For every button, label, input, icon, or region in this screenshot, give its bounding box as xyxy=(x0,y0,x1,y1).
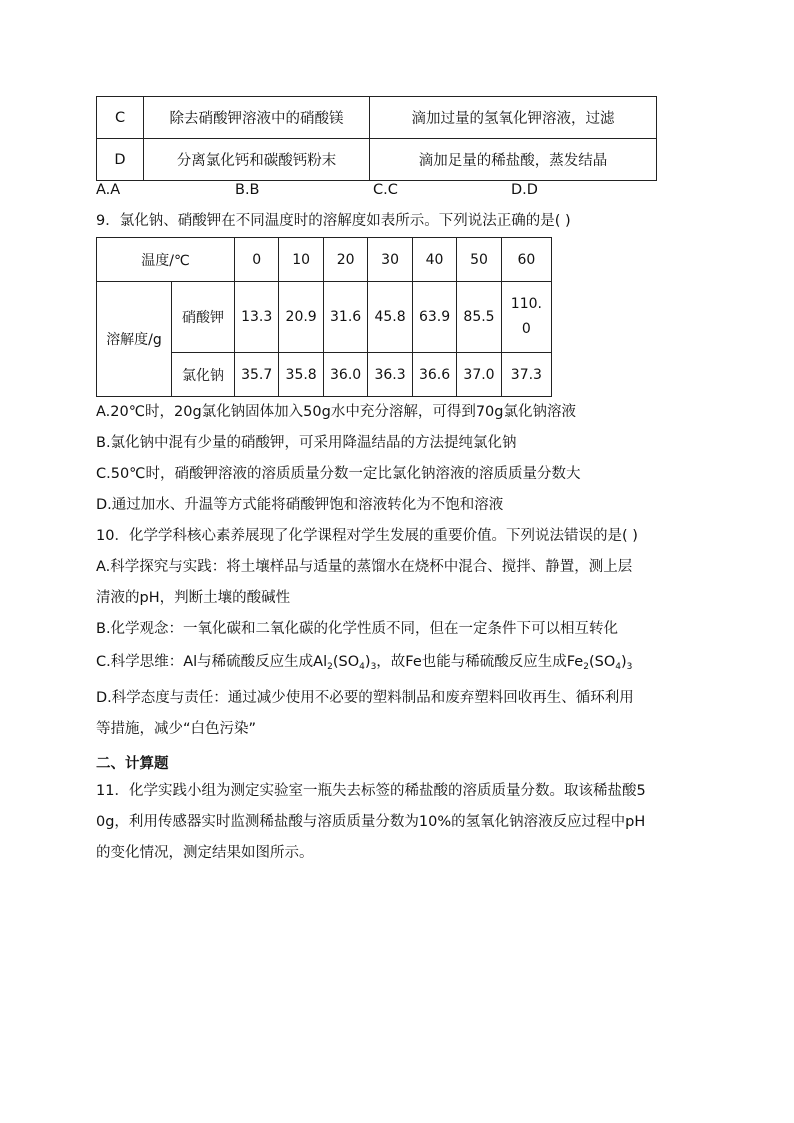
temp-cell: 30 xyxy=(368,238,412,282)
option-c[interactable]: C.C xyxy=(373,182,398,198)
q9-option-a[interactable]: A.20℃时，20g氯化钠固体加入50g水中充分溶解，可得到70g氯化钠溶液 xyxy=(96,404,576,420)
table-row xyxy=(97,97,657,139)
q10-option-a-line1[interactable]: A.科学探究与实践：将土壤样品与适量的蒸馏水在烧杯中混合、搅拌、静置，测上层 xyxy=(96,559,633,575)
q10-option-b[interactable]: B.化学观念：一氧化碳和二氧化碳的化学性质不同，但在一定条件下可以相互转化 xyxy=(96,621,619,637)
q11-line2: 0g，利用传感器实时监测稀盐酸与溶质质量分数为10%的氢氧化钠溶液反应过程中pH xyxy=(96,814,646,830)
row-label: D xyxy=(97,139,144,181)
temperature-header: 温度/℃ xyxy=(97,238,235,282)
q10-option-d-line1[interactable]: D.科学态度与责任：通过减少使用不必要的塑料制品和废弃塑料回收再生、循环利用 xyxy=(96,690,634,706)
option-c-text: C.科学思维：Al与稀硫酸反应生成Al xyxy=(96,654,328,670)
q8-answer-options xyxy=(96,182,656,202)
experiment-purpose: 分离氯化钙和碳酸钙粉末 xyxy=(144,139,370,181)
q9-option-b[interactable]: B.氯化钠中混有少量的硝酸钾，可采用降温结晶的方法提纯氯化钠 xyxy=(96,435,517,451)
q11-line1: 11．化学实践小组为测定实验室一瓶失去标签的稀盐酸的溶质质量分数。取该稀盐酸5 xyxy=(96,783,646,799)
q10-option-d-line2: 等措施，减少“白色污染” xyxy=(96,721,257,737)
solubility-group-label: 溶解度/g xyxy=(97,282,172,397)
value-cell: 35.7 xyxy=(234,353,278,397)
temp-cell: 40 xyxy=(412,238,456,282)
q8-options-table xyxy=(96,96,657,181)
q10-stem: 10．化学学科核心素养展现了化学课程对学生发展的重要价值。下列说法错误的是( ) xyxy=(96,528,638,544)
section-title: 二、计算题 xyxy=(96,756,169,772)
table-row xyxy=(97,282,552,353)
option-c-text: ，故Fe也能与稀硫酸反应生成Fe xyxy=(376,654,584,670)
value-cell-wrapped xyxy=(501,282,551,353)
temp-cell: 10 xyxy=(279,238,323,282)
substance-name: 氯化钠 xyxy=(172,353,235,397)
experiment-method: 滴加过量的氢氧化钾溶液，过滤 xyxy=(370,97,657,139)
temp-cell: 50 xyxy=(457,238,501,282)
table-header-row xyxy=(97,238,552,282)
row-label: C xyxy=(97,97,144,139)
value-cell: 37.0 xyxy=(457,353,501,397)
temp-cell: 60 xyxy=(501,238,551,282)
q9-option-d[interactable]: D.通过加水、升温等方式能将硝酸钾饱和溶液转化为不饱和溶液 xyxy=(96,497,504,513)
value-cell: 45.8 xyxy=(368,282,412,353)
value-cell: 13.3 xyxy=(234,282,278,353)
option-a[interactable]: A.A xyxy=(96,182,121,198)
q9-stem: 9．氯化钠、硝酸钾在不同温度时的溶解度如表所示。下列说法正确的是( ) xyxy=(96,213,571,229)
q11-line3: 的变化情况，测定结果如图所示。 xyxy=(96,845,314,861)
substance-name: 硝酸钾 xyxy=(172,282,235,353)
q10-option-a-line2: 清液的pH，判断土壤的酸碱性 xyxy=(96,590,291,606)
value-cell: 36.3 xyxy=(368,353,412,397)
value-part: 0 xyxy=(521,321,531,337)
value-cell: 20.9 xyxy=(279,282,323,353)
temp-cell: 0 xyxy=(234,238,278,282)
temp-cell: 20 xyxy=(323,238,367,282)
value-cell: 31.6 xyxy=(323,282,367,353)
option-b[interactable]: B.B xyxy=(235,182,260,198)
value-cell: 36.6 xyxy=(412,353,456,397)
value-cell: 36.0 xyxy=(323,353,367,397)
option-d[interactable]: D.D xyxy=(511,182,538,198)
table-row xyxy=(97,139,657,181)
experiment-method: 滴加足量的稀盐酸，蒸发结晶 xyxy=(370,139,657,181)
solubility-table xyxy=(96,237,552,397)
value-cell: 35.8 xyxy=(279,353,323,397)
value-cell: 85.5 xyxy=(457,282,501,353)
experiment-purpose: 除去硝酸钾溶液中的硝酸镁 xyxy=(144,97,370,139)
q10-option-c[interactable]: C.科学思维：Al与稀硫酸反应生成$Al_2(SO_4)_3$，故Fe也能与稀硫酸反应生成$Fe_2(SO_4)_3$ xyxy=(96,654,633,672)
q9-option-c[interactable]: C.50℃时，硝酸钾溶液的溶质质量分数一定比氯化钠溶液的溶质质量分数大 xyxy=(96,466,581,482)
value-cell: 63.9 xyxy=(412,282,456,353)
value-part: 110. xyxy=(510,296,542,312)
value-cell: 37.3 xyxy=(501,353,551,397)
